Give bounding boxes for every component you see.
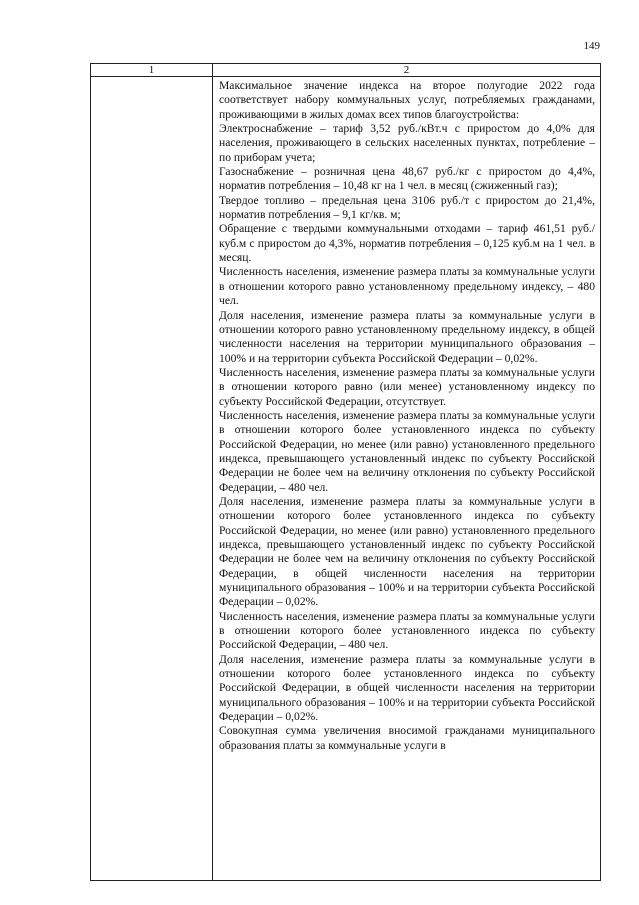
paragraph-share-between: Доля населения, изменение размера платы за коммунальные услуги в отношении которого более установленного индекса по субъекту Российской Федерации, но менее (или равно) установленного предельного индекса, превышающего установленный индекс по субъекту Российской Федерации не более чем на величину отклонения по субъекту Российской Федерации, в общей численности населения на территории муниципального образования – 100% и на территории субъекта Российской Федерации – 0,02%.: [219, 494, 595, 609]
paragraph-gas: Газоснабжение – розничная цена 48,67 руб./кг с приростом до 4,4%, норматив потребления – 10,48 кг на 1 чел. в месяц (сжиженный газ);: [219, 165, 595, 193]
paragraph-share-more: Доля населения, изменение размера платы за коммунальные услуги в отношении которого более установленного индекса по субъекту Российской Федерации, в общей численности населения на территории муниципального образования – 100% и на территории субъекта Российской Федерации – 0,02%.: [219, 652, 595, 724]
paragraph-electricity: Электроснабжение – тариф 3,52 руб./кВт.ч с приростом до 4,0% для населения, проживающего в сельских населенных пунктах, потребление – по приборам учета;: [219, 122, 595, 164]
document-table: [90, 63, 601, 881]
column-header-2: 2: [213, 64, 601, 77]
paragraph-population-more: Численность населения, изменение размера платы за коммунальные услуги в отношении которого более установленного индекса по субъекту Российской Федерации, – 480 чел.: [219, 609, 595, 652]
paragraph-population-between: Численность населения, изменение размера платы за коммунальные услуги в отношении которого более установленного индекса по субъекту Российской Федерации, но менее (или равно) установленного предельного индекса, превышающего установленный индекс по субъекту Российской Федерации не более чем на величину отклонения по субъекту Российской Федерации, – 480 чел.: [219, 408, 595, 494]
paragraph-population-equal: Численность населения, изменение размера платы за коммунальные услуги в отношении которого равно установленному предельному индексу, – 480 чел.: [219, 265, 595, 308]
paragraph-share-equal: Доля населения, изменение размера платы за коммунальные услуги в отношении которого равно установленному предельному индексу, в общей численности населения на территории муниципального образования – 100% и на территории субъекта Российской Федерации – 0,02%.: [219, 308, 595, 365]
page-number: 149: [583, 40, 600, 52]
empty-column-cell: [91, 77, 213, 881]
paragraph-total-sum: Совокупная сумма увеличения вносимой гражданами муниципального образования платы за коммунальные услуги в: [219, 724, 595, 752]
table-body-row: [91, 77, 601, 881]
text-cell: [213, 77, 601, 881]
table-header-row: [91, 64, 601, 77]
paragraph-population-less: Численность населения, изменение размера платы за коммунальные услуги в отношении которого равно (или менее) установленному индексу по субъекту Российской Федерации, отсутствует.: [219, 365, 595, 408]
paragraph-index-max: Максимальное значение индекса на второе полугодие 2022 года соответствует набору коммунальных услуг, потребляемых гражданами, проживающими в жилых домах всех типов благоустройства:: [219, 79, 595, 121]
paragraph-waste: Обращение с твердыми коммунальными отходами – тариф 461,51 руб./куб.м с приростом до 4,3%, норматив потребления – 0,125 куб.м на 1 чел. в месяц.: [219, 222, 595, 265]
paragraph-solid-fuel: Твердое топливо – предельная цена 3106 руб./т с приростом до 21,4%, норматив потребления – 9,1 кг/кв. м;: [219, 193, 595, 222]
column-header-1: 1: [91, 64, 213, 77]
